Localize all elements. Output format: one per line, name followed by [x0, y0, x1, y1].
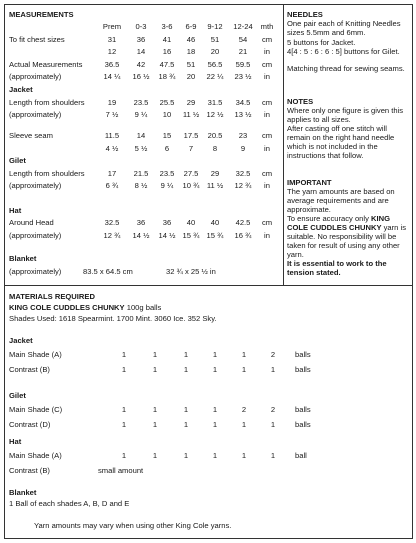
- table-cell: 56.5: [207, 60, 223, 69]
- row-label: Length from shoulders: [9, 169, 85, 178]
- table-cell: 18 ¾: [158, 72, 176, 81]
- table-cell: 23 ½: [234, 72, 252, 81]
- important-text-2: [287, 214, 411, 259]
- size-header: 12-24: [233, 22, 253, 31]
- footer-note: Yarn amounts may vary when using other King Cole yarns.: [34, 521, 232, 530]
- unit-cell: in: [264, 231, 270, 240]
- section-title: Blanket: [9, 254, 37, 263]
- measurements-heading: MEASUREMENTS: [9, 10, 74, 19]
- shades-line: Shades Used: 1618 Spearmint. 1700 Mint. 3060 Ice. 352 Sky.: [9, 314, 217, 323]
- row-label: (approximately): [9, 231, 62, 240]
- materials-heading: MATERIALS REQUIRED: [9, 292, 95, 301]
- blanket-title: Blanket: [9, 488, 37, 497]
- table-cell: 6 ¾: [105, 181, 119, 190]
- yarn-line: [9, 303, 161, 312]
- table-cell: 10: [162, 110, 172, 119]
- important-yarn-name: KING COLE CUDDLES CHUNKY: [287, 214, 390, 232]
- table-cell: 32.5: [104, 218, 120, 227]
- table-cell: 32.5: [235, 169, 251, 178]
- table-cell: 14: [136, 47, 146, 56]
- material-cell: 1: [270, 365, 276, 374]
- table-cell: 20: [186, 72, 196, 81]
- material-unit: balls: [295, 350, 311, 359]
- material-cell: 1: [241, 365, 247, 374]
- table-cell: 10 ¾: [182, 181, 200, 190]
- material-cell: 1: [183, 405, 189, 414]
- unit-cell: in: [264, 181, 270, 190]
- material-cell: 1: [121, 420, 127, 429]
- material-cell: 2: [270, 350, 276, 359]
- table-cell: 29: [210, 169, 220, 178]
- row-label: (approximately): [9, 110, 62, 119]
- important-text-2a: To ensure accuracy only: [287, 214, 371, 223]
- table-cell: 54: [238, 35, 248, 44]
- row-label: (approximately): [9, 267, 62, 276]
- material-cell: 1: [212, 365, 218, 374]
- table-cell: 22 ¼: [206, 72, 224, 81]
- row-label: Around Head: [9, 218, 54, 227]
- table-cell: 12 ½: [206, 110, 224, 119]
- material-cell: 2: [270, 405, 276, 414]
- material-cell: 1: [121, 365, 127, 374]
- material-unit: balls: [295, 405, 311, 414]
- yarn-name: KING COLE CUDDLES CHUNKY: [9, 303, 125, 312]
- material-cell: 1: [212, 451, 218, 460]
- material-cell: 1: [152, 405, 158, 414]
- table-cell: 15 ¾: [182, 231, 200, 240]
- material-cell: 1: [270, 451, 276, 460]
- unit-cell: in: [264, 72, 270, 81]
- material-cell: 1: [121, 451, 127, 460]
- table-cell: 17: [107, 169, 117, 178]
- table-cell: 15 ¾: [206, 231, 224, 240]
- blanket-cm: 83.5 x 64.5 cm: [83, 267, 133, 276]
- table-cell: 51: [186, 60, 196, 69]
- table-cell: 27.5: [183, 169, 199, 178]
- row-label: Actual Measurements: [9, 60, 83, 69]
- table-cell: 19: [107, 98, 117, 107]
- section-title: Hat: [9, 206, 22, 215]
- table-cell: 4 ½: [105, 144, 119, 153]
- important-text-1: The yarn amounts are based on average requirements and are approximate.: [287, 187, 395, 214]
- material-cell: 1: [270, 420, 276, 429]
- material-unit: ball: [295, 451, 307, 460]
- table-cell: 16 ½: [132, 72, 150, 81]
- material-cell: 1: [183, 350, 189, 359]
- table-cell: 23: [238, 131, 248, 140]
- unit-cell: cm: [261, 60, 273, 69]
- group-title: Jacket: [9, 336, 33, 345]
- material-cell: 2: [241, 405, 247, 414]
- row-label: Length from shoulders: [9, 98, 85, 107]
- material-cell: 1: [121, 350, 127, 359]
- table-cell: 21: [238, 47, 248, 56]
- table-cell: 16 ¾: [234, 231, 252, 240]
- table-cell: 13 ½: [234, 110, 252, 119]
- row-label: (approximately): [9, 72, 62, 81]
- table-cell: 25.5: [159, 98, 175, 107]
- size-header: 3-6: [161, 22, 173, 31]
- table-cell: 12: [107, 47, 117, 56]
- table-cell: 8: [212, 144, 218, 153]
- table-cell: 34.5: [235, 98, 251, 107]
- table-cell: 18: [186, 47, 196, 56]
- table-cell: 12 ¾: [103, 231, 121, 240]
- table-cell: 14 ¼: [103, 72, 121, 81]
- table-cell: 21.5: [133, 169, 149, 178]
- material-cell: 1: [183, 365, 189, 374]
- material-cell: 1: [241, 350, 247, 359]
- material-unit: balls: [295, 365, 311, 374]
- important-text-3: It is essential to work to the tension stated.: [287, 259, 387, 277]
- table-cell: 36: [162, 218, 172, 227]
- row-label: To fit chest sizes: [9, 35, 65, 44]
- small-amount: small amount: [98, 466, 144, 475]
- notes-heading: NOTES: [287, 97, 314, 106]
- table-cell: 23.5: [133, 98, 149, 107]
- group-title: Gilet: [9, 391, 26, 400]
- material-unit: balls: [295, 420, 311, 429]
- table-cell: 29: [186, 98, 196, 107]
- group-title: Hat: [9, 437, 22, 446]
- table-cell: 7 ½: [105, 110, 119, 119]
- table-cell: 8 ½: [134, 181, 148, 190]
- table-cell: 14 ½: [158, 231, 176, 240]
- table-cell: 9: [240, 144, 246, 153]
- material-cell: 1: [241, 451, 247, 460]
- material-cell: 1: [212, 405, 218, 414]
- material-cell: 1: [183, 451, 189, 460]
- needles-heading: NEEDLES: [287, 10, 323, 19]
- unit-cell: cm: [261, 218, 273, 227]
- material-cell: 1: [212, 420, 218, 429]
- unit-cell: in: [264, 110, 270, 119]
- table-cell: 9 ¼: [160, 181, 174, 190]
- table-cell: 11.5: [104, 131, 120, 140]
- table-cell: 47.5: [159, 60, 175, 69]
- important-heading: IMPORTANT: [287, 178, 332, 187]
- blanket-text: 1 Ball of each shades A, B, D and E: [9, 499, 130, 508]
- unit-cell: in: [264, 47, 270, 56]
- size-unit-header: mth: [260, 22, 274, 31]
- unit-cell: cm: [261, 131, 273, 140]
- table-cell: 59.5: [235, 60, 251, 69]
- table-cell: 51: [210, 35, 220, 44]
- unit-cell: cm: [261, 169, 273, 178]
- material-cell: 1: [121, 405, 127, 414]
- yarn-unit: 100g balls: [124, 303, 162, 312]
- table-cell: 6: [164, 144, 170, 153]
- row-label: (approximately): [9, 181, 62, 190]
- table-cell: 36: [136, 35, 146, 44]
- needles-text-2: 5 buttons for Jacket.: [287, 38, 356, 47]
- table-cell: 12 ¾: [234, 181, 252, 190]
- material-cell: 1: [241, 420, 247, 429]
- blanket-in: 32 ¾ x 25 ½ in: [166, 267, 216, 276]
- size-header: Prem: [102, 22, 122, 31]
- table-cell: 15: [162, 131, 172, 140]
- table-cell: 41: [162, 35, 172, 44]
- table-cell: 7: [188, 144, 194, 153]
- material-label: Contrast (B): [9, 466, 50, 475]
- table-cell: 20: [210, 47, 220, 56]
- material-cell: 1: [152, 451, 158, 460]
- section-title: Jacket: [9, 85, 33, 94]
- table-cell: 9 ¼: [134, 110, 148, 119]
- material-label: Main Shade (A): [9, 350, 62, 359]
- size-header: 0-3: [135, 22, 147, 31]
- table-cell: 31: [107, 35, 117, 44]
- table-cell: 31.5: [207, 98, 223, 107]
- material-cell: 1: [212, 350, 218, 359]
- material-label: Contrast (B): [9, 365, 50, 374]
- table-cell: 23.5: [159, 169, 175, 178]
- table-cell: 36: [136, 218, 146, 227]
- table-cell: 40: [210, 218, 220, 227]
- table-cell: 20.5: [207, 131, 223, 140]
- unit-cell: cm: [261, 35, 273, 44]
- table-cell: 5 ½: [134, 144, 148, 153]
- table-cell: 36.5: [104, 60, 120, 69]
- unit-cell: cm: [261, 98, 273, 107]
- material-cell: 1: [152, 350, 158, 359]
- size-header: 6-9: [185, 22, 197, 31]
- material-label: Main Shade (A): [9, 451, 62, 460]
- section-title: Gilet: [9, 156, 26, 165]
- table-cell: 42: [136, 60, 146, 69]
- needles-text-1: One pair each of Knitting Needles sizes 5.5mm and 6mm.: [287, 19, 401, 37]
- material-cell: 1: [152, 420, 158, 429]
- table-cell: 17.5: [183, 131, 199, 140]
- table-cell: 40: [186, 218, 196, 227]
- material-label: Contrast (D): [9, 420, 51, 429]
- material-cell: 1: [183, 420, 189, 429]
- table-cell: 11 ½: [182, 110, 200, 119]
- unit-cell: in: [264, 144, 270, 153]
- notes-text-2: After casting off one stitch will remain on the right hand needle which is not included in the instructions that follow.: [287, 124, 395, 160]
- material-label: Main Shade (C): [9, 405, 63, 414]
- table-cell: 42.5: [235, 218, 251, 227]
- table-cell: 11 ½: [206, 181, 224, 190]
- notes-text-1: Where only one figure is given this applies to all sizes.: [287, 106, 404, 124]
- table-cell: 16: [162, 47, 172, 56]
- table-cell: 14 ½: [132, 231, 150, 240]
- needles-text-4: Matching thread for sewing seams.: [287, 64, 405, 73]
- table-cell: 14: [136, 131, 146, 140]
- needles-text-3: 4[4 : 5 : 6 : 6 : 5] buttons for Gilet.: [287, 47, 400, 56]
- table-cell: 46: [186, 35, 196, 44]
- row-label: Sleeve seam: [9, 131, 53, 140]
- material-cell: 1: [152, 365, 158, 374]
- important-text-2c: yarn is suitable. No responsibility will be taken for result of using any other yarn.: [287, 223, 406, 259]
- size-header: 9-12: [207, 22, 223, 31]
